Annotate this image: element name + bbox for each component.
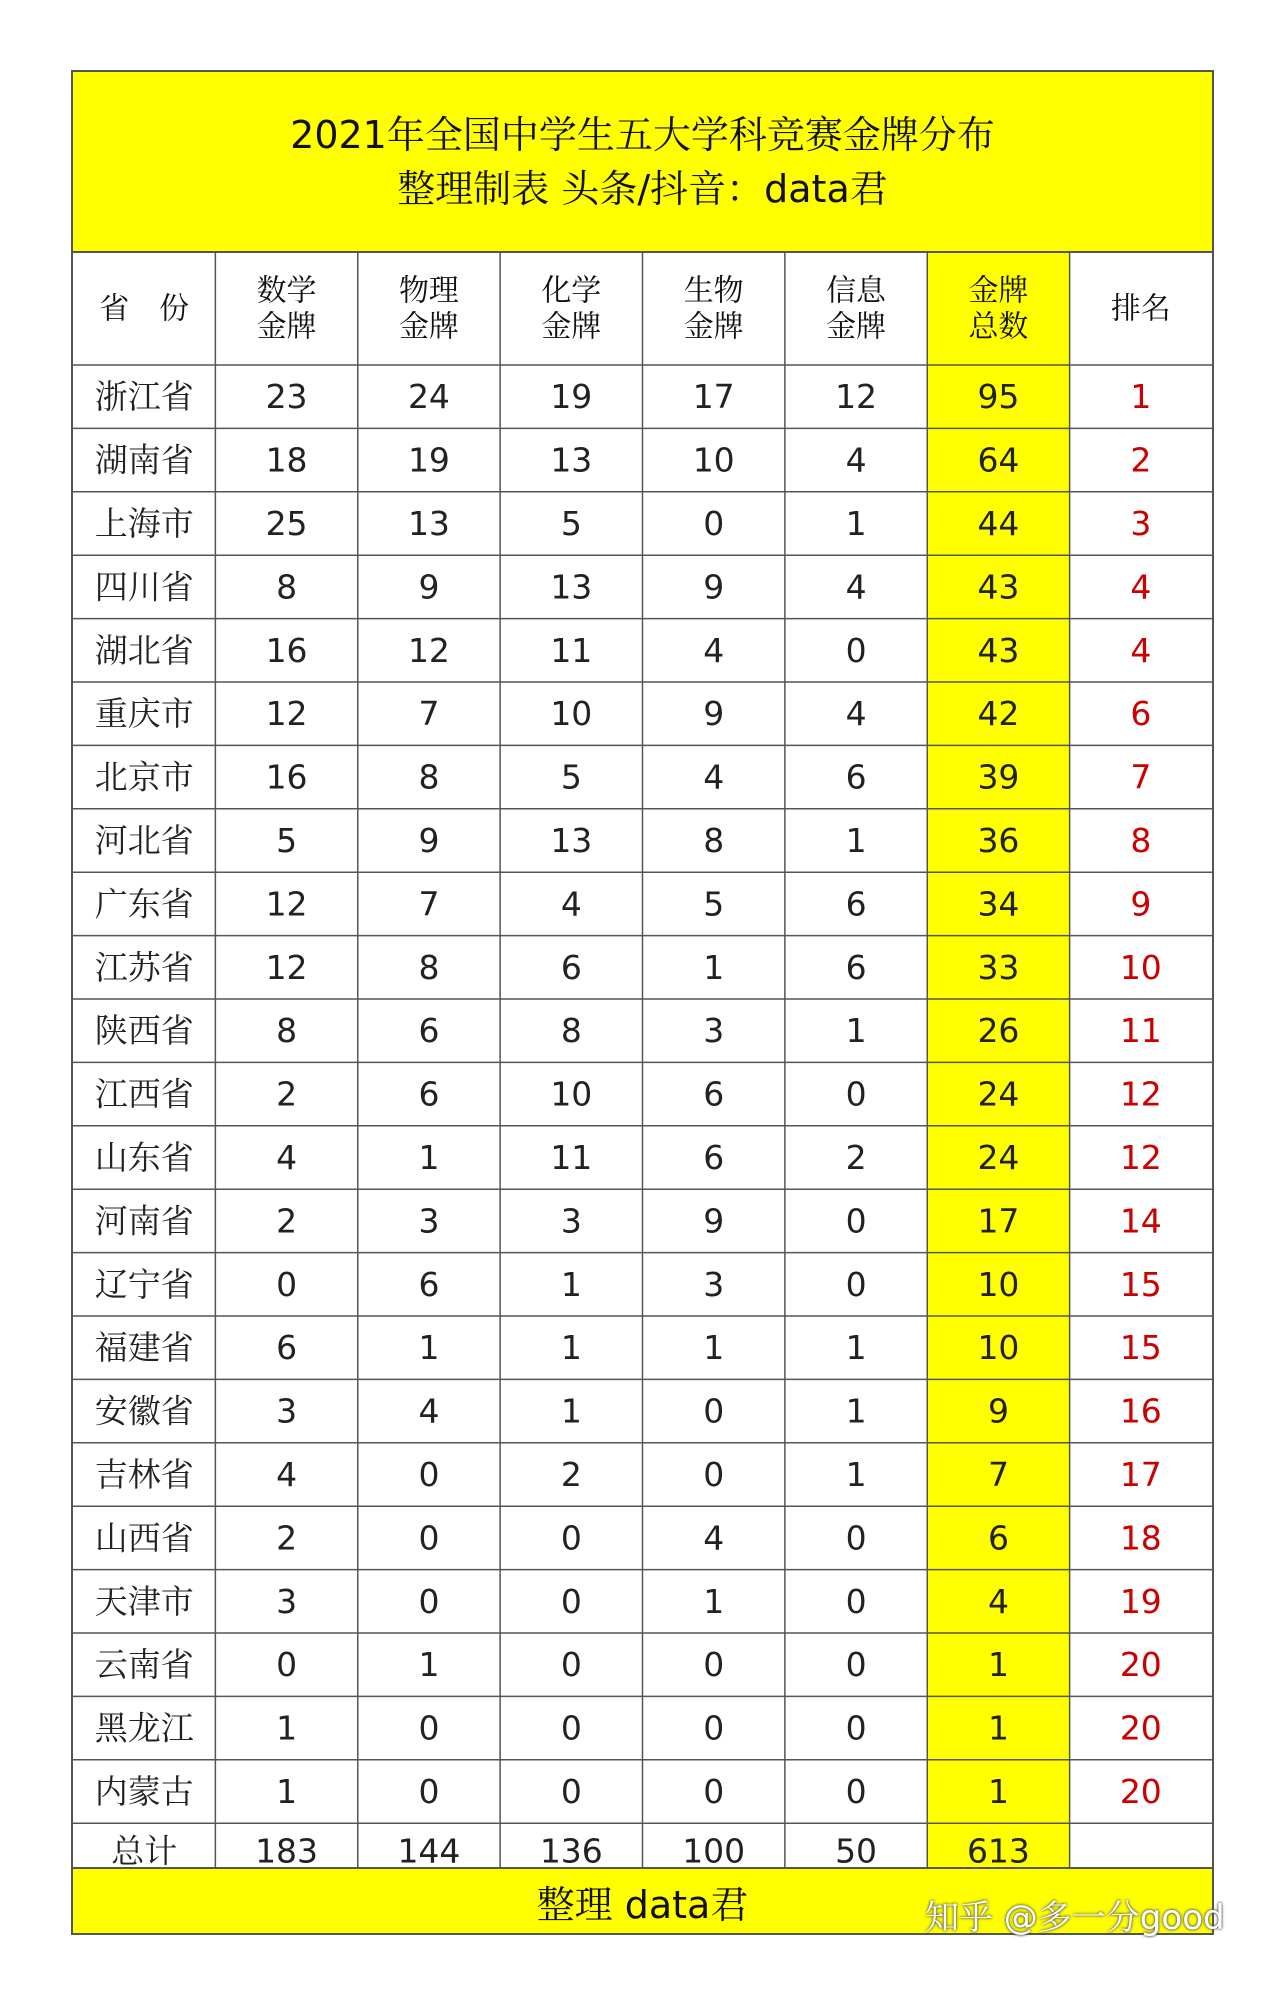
medal-count-value: 6 xyxy=(560,947,582,987)
medal-count-value: 5 xyxy=(276,821,298,860)
medal-count-value: 1 xyxy=(845,504,867,543)
medal-count-value: 6 xyxy=(418,1011,440,1051)
province-label: 安徽省 xyxy=(94,1391,194,1431)
total-medal-value: 7 xyxy=(987,1455,1009,1494)
medal-count-value: 5 xyxy=(560,504,582,543)
medal-count-value: 1 xyxy=(703,1328,725,1368)
medal-table-sheet xyxy=(71,70,1214,1935)
column-header-label: 总数 xyxy=(968,309,1029,345)
medal-count-value: 0 xyxy=(418,1708,440,1748)
total-medal-value: 1 xyxy=(987,1645,1009,1685)
medal-count-value: 8 xyxy=(276,567,298,607)
column-header-label: 信息 xyxy=(826,273,887,309)
total-medal-value: 26 xyxy=(977,1011,1020,1051)
medal-count-value: 0 xyxy=(845,1264,867,1304)
medal-count-value: 0 xyxy=(845,1581,867,1621)
medal-count-value: 0 xyxy=(845,1518,867,1558)
medal-count-value: 12 xyxy=(407,630,450,670)
medal-count-value: 1 xyxy=(703,947,725,987)
province-label: 广东省 xyxy=(94,884,194,924)
medal-count-value: 6 xyxy=(418,1264,440,1304)
total-medal-value: 17 xyxy=(977,1201,1020,1241)
medal-count-value: 0 xyxy=(703,1708,725,1748)
medal-count-value: 18 xyxy=(265,440,308,480)
medal-count-value: 12 xyxy=(265,947,308,987)
medal-count-value: 1 xyxy=(560,1391,582,1431)
total-medal-value: 24 xyxy=(977,1138,1020,1177)
medal-count-value: 5 xyxy=(560,757,582,797)
watermark: 知乎 @多一分good xyxy=(925,1898,1225,1938)
province-label: 上海市 xyxy=(94,504,194,543)
medal-count-value: 4 xyxy=(703,757,725,797)
total-medal-value: 1 xyxy=(987,1772,1009,1811)
medal-count-value: 4 xyxy=(703,1518,725,1558)
medal-count-value: 1 xyxy=(845,1011,867,1051)
medal-count-value: 0 xyxy=(560,1645,582,1685)
medal-count-value: 12 xyxy=(265,884,308,924)
footer-credit: 整理 data君 xyxy=(73,1867,1212,1933)
rank-value: 19 xyxy=(1119,1581,1162,1621)
total-medal-value: 43 xyxy=(977,630,1020,670)
medal-count-value: 19 xyxy=(550,377,593,417)
medal-count-value: 0 xyxy=(276,1645,298,1685)
province-label: 黑龙江 xyxy=(94,1708,194,1748)
rank-value: 4 xyxy=(1130,567,1152,607)
medal-count-value: 0 xyxy=(703,1772,725,1811)
medal-count-value: 11 xyxy=(550,630,593,670)
rank-value: 4 xyxy=(1130,630,1152,670)
province-label: 湖南省 xyxy=(94,440,194,480)
column-header-label: 金牌 xyxy=(256,309,317,345)
rank-value: 11 xyxy=(1119,1011,1162,1051)
province-label: 山东省 xyxy=(94,1138,194,1177)
total-medal-value: 36 xyxy=(977,821,1020,860)
total-row-value: 50 xyxy=(835,1831,878,1867)
rank-value: 9 xyxy=(1130,884,1152,924)
rank-value: 20 xyxy=(1119,1772,1162,1811)
medal-count-value: 1 xyxy=(418,1645,440,1685)
medal-count-value: 3 xyxy=(276,1391,298,1431)
total-row-value: 100 xyxy=(682,1831,746,1867)
medal-count-value: 0 xyxy=(845,1772,867,1811)
medal-count-value: 13 xyxy=(550,440,593,480)
medal-count-value: 6 xyxy=(845,884,867,924)
province-label: 河北省 xyxy=(94,821,194,860)
total-medal-value: 4 xyxy=(987,1581,1009,1621)
province-label: 陕西省 xyxy=(94,1011,194,1051)
medal-count-value: 4 xyxy=(845,440,867,480)
medal-count-value: 6 xyxy=(276,1328,298,1368)
medal-count-value: 2 xyxy=(560,1455,582,1494)
medal-count-value: 0 xyxy=(845,1201,867,1241)
medal-count-value: 0 xyxy=(418,1518,440,1558)
medal-count-value: 9 xyxy=(703,694,725,734)
province-label: 浙江省 xyxy=(94,377,194,417)
medal-count-value: 6 xyxy=(703,1074,725,1114)
column-header-label: 生物 xyxy=(683,273,744,309)
rank-value: 15 xyxy=(1119,1264,1162,1304)
medal-count-value: 16 xyxy=(265,630,308,670)
medal-count-value: 13 xyxy=(407,504,450,543)
medal-count-value: 9 xyxy=(418,821,440,860)
total-column-highlight xyxy=(927,253,1069,1867)
medal-count-value: 23 xyxy=(265,377,308,417)
title-block xyxy=(73,72,1212,253)
medal-count-value: 8 xyxy=(560,1011,582,1051)
total-medal-value: 34 xyxy=(977,884,1020,924)
medal-count-value: 6 xyxy=(845,947,867,987)
medal-count-value: 7 xyxy=(418,884,440,924)
medal-count-value: 24 xyxy=(407,377,450,417)
medal-count-value: 0 xyxy=(703,504,725,543)
medal-count-value: 1 xyxy=(276,1772,298,1811)
column-header-label: 金牌 xyxy=(826,309,887,345)
medal-count-value: 4 xyxy=(845,567,867,607)
medal-count-value: 2 xyxy=(276,1074,298,1114)
medal-count-value: 0 xyxy=(845,1074,867,1114)
column-header-label: 化学 xyxy=(541,273,602,309)
province-label: 北京市 xyxy=(94,757,194,797)
medal-count-value: 9 xyxy=(703,1201,725,1241)
total-medal-value: 42 xyxy=(977,694,1020,734)
medal-count-value: 0 xyxy=(560,1581,582,1621)
medal-count-value: 0 xyxy=(560,1518,582,1558)
medal-count-value: 1 xyxy=(418,1328,440,1368)
rank-value: 10 xyxy=(1119,947,1162,987)
total-medal-value: 33 xyxy=(977,947,1020,987)
medal-count-value: 25 xyxy=(265,504,308,543)
medal-count-value: 3 xyxy=(418,1201,440,1241)
rank-value: 14 xyxy=(1119,1201,1162,1241)
rank-value: 12 xyxy=(1119,1138,1162,1177)
medal-count-value: 16 xyxy=(265,757,308,797)
total-medal-value: 9 xyxy=(987,1391,1009,1431)
total-row-value: 613 xyxy=(966,1831,1030,1867)
medal-count-value: 1 xyxy=(845,1455,867,1494)
total-medal-value: 1 xyxy=(987,1708,1009,1748)
medal-count-value: 1 xyxy=(560,1264,582,1304)
total-medal-value: 24 xyxy=(977,1074,1020,1114)
medal-count-value: 5 xyxy=(703,884,725,924)
medal-count-value: 0 xyxy=(845,630,867,670)
column-header-label: 排名 xyxy=(1110,291,1171,327)
medal-count-value: 0 xyxy=(845,1645,867,1685)
total-row-value: 136 xyxy=(539,1831,603,1867)
medal-count-value: 10 xyxy=(692,440,735,480)
province-label: 辽宁省 xyxy=(94,1264,194,1304)
medal-count-value: 9 xyxy=(703,567,725,607)
province-label: 天津市 xyxy=(94,1581,194,1621)
province-label: 吉林省 xyxy=(94,1455,194,1494)
rank-value: 6 xyxy=(1130,694,1152,734)
medal-count-value: 0 xyxy=(845,1708,867,1748)
medal-count-value: 8 xyxy=(418,947,440,987)
province-label: 江西省 xyxy=(94,1074,194,1114)
medal-count-value: 8 xyxy=(418,757,440,797)
column-header-label: 数学 xyxy=(256,273,317,309)
medal-count-value: 1 xyxy=(845,1391,867,1431)
medal-count-value: 10 xyxy=(550,1074,593,1114)
total-medal-value: 39 xyxy=(977,757,1020,797)
medal-count-value: 10 xyxy=(550,694,593,734)
province-label: 四川省 xyxy=(94,567,194,607)
medal-count-value: 0 xyxy=(703,1455,725,1494)
medal-table-grid xyxy=(73,253,1212,1867)
medal-count-value: 4 xyxy=(845,694,867,734)
medal-count-value: 2 xyxy=(276,1201,298,1241)
medal-count-value: 12 xyxy=(835,377,878,417)
total-row-label: 总计 xyxy=(111,1831,178,1867)
total-medal-value: 6 xyxy=(987,1518,1009,1558)
medal-count-value: 0 xyxy=(418,1581,440,1621)
table-title: 2021年全国中学生五大学科竞赛金牌分布 xyxy=(290,112,995,157)
medal-count-value: 0 xyxy=(703,1645,725,1685)
rank-value: 20 xyxy=(1119,1708,1162,1748)
province-label: 江苏省 xyxy=(94,947,194,987)
province-label: 重庆市 xyxy=(94,694,194,734)
medal-count-value: 3 xyxy=(703,1011,725,1051)
medal-count-value: 0 xyxy=(703,1391,725,1431)
medal-count-value: 0 xyxy=(418,1455,440,1494)
medal-count-value: 4 xyxy=(276,1138,298,1177)
rank-value: 8 xyxy=(1130,821,1152,860)
medal-count-value: 11 xyxy=(550,1138,593,1177)
total-medal-value: 64 xyxy=(977,440,1020,480)
medal-count-value: 0 xyxy=(418,1772,440,1811)
medal-count-value: 0 xyxy=(560,1772,582,1811)
medal-count-value: 17 xyxy=(692,377,735,417)
rank-value: 7 xyxy=(1130,757,1152,797)
medal-count-value: 1 xyxy=(560,1328,582,1368)
column-header-label: 物理 xyxy=(398,273,459,309)
table-subtitle: 整理制表 头条/抖音：data君 xyxy=(397,166,888,211)
medal-count-value: 13 xyxy=(550,821,593,860)
medal-count-value: 3 xyxy=(703,1264,725,1304)
medal-count-value: 1 xyxy=(845,821,867,860)
rank-value: 17 xyxy=(1119,1455,1162,1494)
rank-value: 18 xyxy=(1119,1518,1162,1558)
column-header-label: 金牌 xyxy=(541,309,602,345)
column-header-label: 金牌 xyxy=(968,273,1029,309)
medal-count-value: 6 xyxy=(703,1138,725,1177)
medal-count-value: 19 xyxy=(407,440,450,480)
medal-count-value: 1 xyxy=(276,1708,298,1748)
total-medal-value: 95 xyxy=(977,377,1020,417)
medal-count-value: 8 xyxy=(703,821,725,860)
rank-value: 3 xyxy=(1130,504,1152,543)
total-medal-value: 43 xyxy=(977,567,1020,607)
medal-count-value: 8 xyxy=(276,1011,298,1051)
province-label: 河南省 xyxy=(94,1201,194,1241)
medal-count-value: 2 xyxy=(845,1138,867,1177)
province-label: 湖北省 xyxy=(94,630,194,670)
medal-count-value: 12 xyxy=(265,694,308,734)
rank-value: 12 xyxy=(1119,1074,1162,1114)
column-header-label: 省 份 xyxy=(99,291,190,327)
medal-count-value: 6 xyxy=(418,1074,440,1114)
medal-count-value: 4 xyxy=(276,1455,298,1494)
medal-count-value: 1 xyxy=(703,1581,725,1621)
medal-count-value: 4 xyxy=(703,630,725,670)
medal-count-value: 4 xyxy=(418,1391,440,1431)
province-label: 云南省 xyxy=(94,1645,194,1685)
medal-count-value: 13 xyxy=(550,567,593,607)
province-label: 福建省 xyxy=(94,1328,194,1368)
province-label: 内蒙古 xyxy=(94,1772,194,1811)
rank-value: 16 xyxy=(1119,1391,1162,1431)
medal-count-value: 3 xyxy=(276,1581,298,1621)
medal-count-value: 7 xyxy=(418,694,440,734)
medal-count-value: 0 xyxy=(276,1264,298,1304)
medal-count-value: 1 xyxy=(418,1138,440,1177)
medal-count-value: 0 xyxy=(560,1708,582,1748)
total-row-value: 144 xyxy=(397,1831,461,1867)
medal-count-value: 9 xyxy=(418,567,440,607)
total-medal-value: 10 xyxy=(977,1328,1020,1368)
rank-value: 15 xyxy=(1119,1328,1162,1368)
column-header-label: 金牌 xyxy=(683,309,744,345)
total-medal-value: 10 xyxy=(977,1264,1020,1304)
medal-count-value: 2 xyxy=(276,1518,298,1558)
total-medal-value: 44 xyxy=(977,504,1020,543)
medal-count-value: 4 xyxy=(560,884,582,924)
medal-count-value: 1 xyxy=(845,1328,867,1368)
rank-value: 1 xyxy=(1130,377,1152,417)
total-row-value: 183 xyxy=(255,1831,319,1867)
province-label: 山西省 xyxy=(94,1518,194,1558)
column-header-label: 金牌 xyxy=(398,309,459,345)
rank-value: 2 xyxy=(1130,440,1152,480)
medal-count-value: 3 xyxy=(560,1201,582,1241)
rank-value: 20 xyxy=(1119,1645,1162,1685)
medal-count-value: 6 xyxy=(845,757,867,797)
